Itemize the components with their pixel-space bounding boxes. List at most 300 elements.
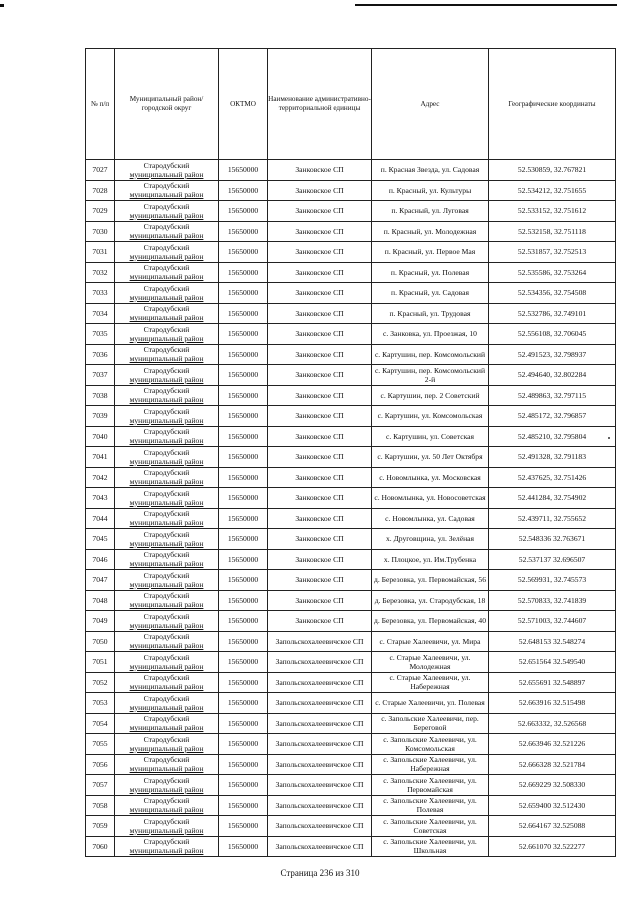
table-row bbox=[86, 734, 616, 755]
municipality-line-1: Стародубский bbox=[143, 734, 190, 744]
cell-num: 7042 bbox=[86, 467, 115, 488]
cell-address: п. Красный, ул. Трудовая bbox=[372, 303, 489, 324]
cell-address: п. Красный, ул. Молодежная bbox=[372, 221, 489, 242]
cell-municipality bbox=[115, 283, 219, 304]
cell-oktmo: 15650000 bbox=[219, 836, 268, 857]
cell-address: х. Друговщина, ул. Зелёная bbox=[372, 529, 489, 550]
municipality-line-1: Стародубский bbox=[143, 365, 190, 375]
cell-municipality bbox=[115, 836, 219, 857]
cell-num: 7057 bbox=[86, 775, 115, 796]
municipality-line-2: муниципальный район bbox=[129, 497, 204, 507]
cell-oktmo: 15650000 bbox=[219, 180, 268, 201]
cell-num: 7040 bbox=[86, 426, 115, 447]
cell-oktmo: 15650000 bbox=[219, 570, 268, 591]
municipality-line-2: муниципальный район bbox=[129, 784, 204, 794]
cell-coords: 52.666328 32.521784 bbox=[489, 754, 616, 775]
cell-address: х. Плоцкое, ул. Им.Трубенка bbox=[372, 549, 489, 570]
cell-municipality bbox=[115, 262, 219, 283]
cell-municipality bbox=[115, 611, 219, 632]
cell-municipality bbox=[115, 693, 219, 714]
cell-oktmo: 15650000 bbox=[219, 426, 268, 447]
col-header-num: № п/п bbox=[86, 49, 115, 160]
municipality-line-2: муниципальный район bbox=[129, 190, 204, 200]
table-row bbox=[86, 180, 616, 201]
cell-address: с. Картушин, ул. Советская bbox=[372, 426, 489, 447]
cell-num: 7041 bbox=[86, 447, 115, 468]
cell-municipality bbox=[115, 529, 219, 550]
cell-coords: 52.571003, 32.744607 bbox=[489, 611, 616, 632]
cell-oktmo: 15650000 bbox=[219, 365, 268, 386]
municipality-line-2: муниципальный район bbox=[129, 333, 204, 343]
municipality-line-2: муниципальный район bbox=[129, 436, 204, 446]
cell-address: с. Картушин, пер. Комсомольский bbox=[372, 344, 489, 365]
cell-municipality bbox=[115, 775, 219, 796]
cell-unit: Занковское СП bbox=[268, 385, 372, 406]
cell-address: с. Старые Халеевичи, ул. Набережная bbox=[372, 672, 489, 693]
cell-municipality bbox=[115, 754, 219, 775]
municipality-line-1: Стародубский bbox=[143, 324, 190, 334]
municipality-line-1: Стародубский bbox=[143, 611, 190, 621]
cell-oktmo: 15650000 bbox=[219, 221, 268, 242]
cell-oktmo: 15650000 bbox=[219, 385, 268, 406]
municipality-line-1: Стародубский bbox=[143, 755, 190, 765]
municipality-line-1: Стародубский bbox=[143, 570, 190, 580]
cell-coords: 52.533152, 32.751612 bbox=[489, 201, 616, 222]
cell-unit: Занковское СП bbox=[268, 467, 372, 488]
cell-unit: Занковское СП bbox=[268, 365, 372, 386]
municipality-line-2: муниципальный район bbox=[129, 518, 204, 528]
cell-municipality bbox=[115, 816, 219, 837]
cell-municipality bbox=[115, 406, 219, 427]
cell-unit: Занковское СП bbox=[268, 324, 372, 345]
cell-oktmo: 15650000 bbox=[219, 447, 268, 468]
cell-oktmo: 15650000 bbox=[219, 406, 268, 427]
cell-address: с. Запольские Халеевичи, ул. Набережная bbox=[372, 754, 489, 775]
scan-mark-left bbox=[0, 4, 4, 7]
municipality-line-2: муниципальный район bbox=[129, 477, 204, 487]
cell-address: с. Запольские Халеевичи, ул. Первомайская bbox=[372, 775, 489, 796]
cell-coords: 52.439711, 32.755652 bbox=[489, 508, 616, 529]
municipality-line-2: муниципальный район bbox=[129, 743, 204, 753]
cell-municipality bbox=[115, 713, 219, 734]
cell-num: 7052 bbox=[86, 672, 115, 693]
cell-coords: 52.489863, 32.797115 bbox=[489, 385, 616, 406]
cell-address: п. Красный, ул. Садовая bbox=[372, 283, 489, 304]
cell-num: 7046 bbox=[86, 549, 115, 570]
municipality-line-1: Стародубский bbox=[143, 591, 190, 601]
table-row bbox=[86, 365, 616, 386]
table-row bbox=[86, 508, 616, 529]
table-body bbox=[86, 160, 616, 857]
cell-num: 7043 bbox=[86, 488, 115, 509]
municipality-line-1: Стародубский bbox=[143, 796, 190, 806]
cell-coords: 52.491328, 32.791183 bbox=[489, 447, 616, 468]
cell-municipality bbox=[115, 570, 219, 591]
cell-unit: Занковское СП bbox=[268, 303, 372, 324]
cell-num: 7028 bbox=[86, 180, 115, 201]
cell-municipality bbox=[115, 426, 219, 447]
cell-unit: Запольскохалеевичское СП bbox=[268, 775, 372, 796]
col-header-oktmo: ОКТМО bbox=[219, 49, 268, 160]
cell-oktmo: 15650000 bbox=[219, 652, 268, 673]
table-row bbox=[86, 385, 616, 406]
municipality-line-2: муниципальный район bbox=[129, 395, 204, 405]
cell-unit: Занковское СП bbox=[268, 426, 372, 447]
scan-edge-marks bbox=[0, 4, 640, 7]
cell-unit: Занковское СП bbox=[268, 201, 372, 222]
cell-coords: 52.437625, 32.751426 bbox=[489, 467, 616, 488]
cell-address: с. Запольские Халеевичи, ул. Школьная bbox=[372, 836, 489, 857]
cell-coords: 52.648153 32.548274 bbox=[489, 631, 616, 652]
cell-municipality bbox=[115, 385, 219, 406]
cell-address: с. Запольские Халеевичи, ул. Комсомольская bbox=[372, 734, 489, 755]
cell-oktmo: 15650000 bbox=[219, 262, 268, 283]
cell-address: д. Березовка, ул. Первомайская, 56 bbox=[372, 570, 489, 591]
municipality-line-2: муниципальный район bbox=[129, 559, 204, 569]
cell-num: 7036 bbox=[86, 344, 115, 365]
municipality-line-1: Стародубский bbox=[143, 304, 190, 314]
col-header-address: Адрес bbox=[372, 49, 489, 160]
municipality-line-1: Стародубский bbox=[143, 427, 190, 437]
cell-municipality bbox=[115, 221, 219, 242]
cell-oktmo: 15650000 bbox=[219, 508, 268, 529]
table-row bbox=[86, 344, 616, 365]
municipality-line-1: Стародубский bbox=[143, 673, 190, 683]
table-row bbox=[86, 693, 616, 714]
cell-unit: Занковское СП bbox=[268, 283, 372, 304]
cell-unit: Запольскохалеевичское СП bbox=[268, 836, 372, 857]
cell-num: 7054 bbox=[86, 713, 115, 734]
table-row bbox=[86, 590, 616, 611]
cell-coords: 52.494640, 32.802284 bbox=[489, 365, 616, 386]
cell-address: с. Старые Халеевичи, ул. Полевая bbox=[372, 693, 489, 714]
municipality-line-1: Стародубский bbox=[143, 488, 190, 498]
cell-municipality bbox=[115, 447, 219, 468]
cell-unit: Запольскохалеевичское СП bbox=[268, 693, 372, 714]
table-row bbox=[86, 221, 616, 242]
municipality-line-1: Стародубский bbox=[143, 652, 190, 662]
cell-oktmo: 15650000 bbox=[219, 467, 268, 488]
table-row bbox=[86, 672, 616, 693]
table-row bbox=[86, 242, 616, 263]
cell-unit: Занковское СП bbox=[268, 611, 372, 632]
municipality-line-1: Стародубский bbox=[143, 468, 190, 478]
cell-coords: 52.534212, 32.751655 bbox=[489, 180, 616, 201]
cell-num: 7034 bbox=[86, 303, 115, 324]
cell-address: с. Картушин, ул. Комсомольская bbox=[372, 406, 489, 427]
cell-num: 7049 bbox=[86, 611, 115, 632]
table-row bbox=[86, 160, 616, 181]
table-row bbox=[86, 201, 616, 222]
municipality-line-2: муниципальный район bbox=[129, 620, 204, 630]
cell-municipality bbox=[115, 160, 219, 181]
municipality-line-2: муниципальный район bbox=[129, 538, 204, 548]
cell-unit: Запольскохалеевичское СП bbox=[268, 652, 372, 673]
municipality-line-1: Стародубский bbox=[143, 550, 190, 560]
cell-oktmo: 15650000 bbox=[219, 795, 268, 816]
municipality-line-1: Стародубский bbox=[143, 201, 190, 211]
cell-unit: Занковское СП bbox=[268, 488, 372, 509]
municipality-line-1: Стародубский bbox=[143, 693, 190, 703]
cell-coords: 52.664167 32.525088 bbox=[489, 816, 616, 837]
cell-unit: Запольскохалеевичское СП bbox=[268, 631, 372, 652]
table-row bbox=[86, 836, 616, 857]
cell-address: с. Новомлынка, ул. Садовая bbox=[372, 508, 489, 529]
cell-coords: 52.537137 32.696507 bbox=[489, 549, 616, 570]
municipality-line-2: муниципальный район bbox=[129, 723, 204, 733]
cell-unit: Занковское СП bbox=[268, 570, 372, 591]
cell-address: д. Березовка, ул. Стародубская, 18 bbox=[372, 590, 489, 611]
cell-num: 7048 bbox=[86, 590, 115, 611]
table-row bbox=[86, 816, 616, 837]
table-row bbox=[86, 652, 616, 673]
cell-coords: 52.491523, 32.798937 bbox=[489, 344, 616, 365]
table-row bbox=[86, 283, 616, 304]
cell-address: с. Картушин, пер. Комсомольский 2-й bbox=[372, 365, 489, 386]
cell-address: с. Новомлынка, ул. Московская bbox=[372, 467, 489, 488]
cell-address: д. Березовка, ул. Первомайская, 40 bbox=[372, 611, 489, 632]
cell-oktmo: 15650000 bbox=[219, 529, 268, 550]
municipality-line-2: муниципальный район bbox=[129, 210, 204, 220]
cell-unit: Запольскохалеевичское СП bbox=[268, 754, 372, 775]
cell-num: 7056 bbox=[86, 754, 115, 775]
cell-municipality bbox=[115, 549, 219, 570]
municipality-line-1: Стародубский bbox=[143, 837, 190, 847]
cell-coords: 52.548336 32.763671 bbox=[489, 529, 616, 550]
cell-address: с. Картушин, ул. 50 Лет Октября bbox=[372, 447, 489, 468]
cell-municipality bbox=[115, 631, 219, 652]
cell-municipality bbox=[115, 488, 219, 509]
cell-municipality bbox=[115, 672, 219, 693]
page-footer: Страница 236 из 310 bbox=[280, 868, 360, 878]
cell-num: 7033 bbox=[86, 283, 115, 304]
municipality-line-1: Стародубский bbox=[143, 775, 190, 785]
cell-coords: 52.663332, 32.526568 bbox=[489, 713, 616, 734]
cell-municipality bbox=[115, 180, 219, 201]
cell-address: с. Запольские Халеевичи, ул. Советская bbox=[372, 816, 489, 837]
municipality-line-2: муниципальный район bbox=[129, 600, 204, 610]
cell-oktmo: 15650000 bbox=[219, 611, 268, 632]
municipality-line-2: муниципальный район bbox=[129, 251, 204, 261]
cell-oktmo: 15650000 bbox=[219, 549, 268, 570]
cell-unit: Запольскохалеевичское СП bbox=[268, 734, 372, 755]
municipality-line-1: Стародубский bbox=[143, 447, 190, 457]
cell-municipality bbox=[115, 508, 219, 529]
table-row bbox=[86, 303, 616, 324]
municipality-line-2: муниципальный район bbox=[129, 231, 204, 241]
cell-address: п. Красный, ул. Полевая bbox=[372, 262, 489, 283]
table-row bbox=[86, 324, 616, 345]
cell-num: 7045 bbox=[86, 529, 115, 550]
cell-address: с. Старые Халеевичи, ул. Мира bbox=[372, 631, 489, 652]
municipality-line-2: муниципальный район bbox=[129, 374, 204, 384]
cell-municipality bbox=[115, 734, 219, 755]
cell-coords: 52.663946 32.521226 bbox=[489, 734, 616, 755]
table-row bbox=[86, 631, 616, 652]
cell-oktmo: 15650000 bbox=[219, 324, 268, 345]
cell-municipality bbox=[115, 652, 219, 673]
cell-coords: 52.659400 32.512430 bbox=[489, 795, 616, 816]
cell-num: 7037 bbox=[86, 365, 115, 386]
cell-address: с. Картушин, пер. 2 Советский bbox=[372, 385, 489, 406]
cell-coords: 52.570833, 32.741839 bbox=[489, 590, 616, 611]
cell-num: 7032 bbox=[86, 262, 115, 283]
municipality-line-1: Стародубский bbox=[143, 160, 190, 170]
col-header-coords: Географические координаты bbox=[489, 49, 616, 160]
cell-municipality bbox=[115, 467, 219, 488]
cell-num: 7027 bbox=[86, 160, 115, 181]
cell-oktmo: 15650000 bbox=[219, 201, 268, 222]
municipality-line-2: муниципальный район bbox=[129, 169, 204, 179]
cell-coords: 52.655691 32.548897 bbox=[489, 672, 616, 693]
municipality-line-1: Стародубский bbox=[143, 632, 190, 642]
municipality-line-2: муниципальный район bbox=[129, 272, 204, 282]
cell-num: 7031 bbox=[86, 242, 115, 263]
cell-address: с. Старые Халеевичи, ул. Молодежная bbox=[372, 652, 489, 673]
cell-coords: 52.569931, 32.745573 bbox=[489, 570, 616, 591]
cell-address: п. Красный, ул. Первое Мая bbox=[372, 242, 489, 263]
municipality-line-1: Стародубский bbox=[143, 509, 190, 519]
cell-oktmo: 15650000 bbox=[219, 590, 268, 611]
municipality-line-2: муниципальный район bbox=[129, 682, 204, 692]
municipality-line-2: муниципальный район bbox=[129, 846, 204, 856]
col-header-municipality: Муниципальный район/городской округ bbox=[115, 49, 219, 160]
cell-address: с. Занковка, ул. Проезжая, 10 bbox=[372, 324, 489, 345]
cell-unit: Занковское СП bbox=[268, 549, 372, 570]
municipality-line-1: Стародубский bbox=[143, 283, 190, 293]
cell-oktmo: 15650000 bbox=[219, 160, 268, 181]
cell-unit: Занковское СП bbox=[268, 447, 372, 468]
cell-address: п. Красный, ул. Культуры bbox=[372, 180, 489, 201]
cell-oktmo: 15650000 bbox=[219, 754, 268, 775]
table-row bbox=[86, 754, 616, 775]
cell-oktmo: 15650000 bbox=[219, 488, 268, 509]
cell-municipality bbox=[115, 201, 219, 222]
table-row bbox=[86, 467, 616, 488]
cell-coords: 52.532158, 32.751118 bbox=[489, 221, 616, 242]
municipality-line-1: Стародубский bbox=[143, 529, 190, 539]
municipality-line-2: муниципальный район bbox=[129, 702, 204, 712]
municipality-line-2: муниципальный район bbox=[129, 456, 204, 466]
cell-num: 7044 bbox=[86, 508, 115, 529]
table-row bbox=[86, 549, 616, 570]
scan-mark-right bbox=[355, 4, 617, 6]
cell-coords: 52.556108, 32.706045 bbox=[489, 324, 616, 345]
table-header-row bbox=[86, 49, 616, 160]
cell-coords: 52.531857, 32.752513 bbox=[489, 242, 616, 263]
cell-oktmo: 15650000 bbox=[219, 344, 268, 365]
cell-coords: 52.532786, 32.749101 bbox=[489, 303, 616, 324]
table-row bbox=[86, 570, 616, 591]
cell-unit: Занковское СП bbox=[268, 590, 372, 611]
cell-unit: Занковское СП bbox=[268, 508, 372, 529]
cell-address: п. Красный, ул. Луговая bbox=[372, 201, 489, 222]
cell-municipality bbox=[115, 324, 219, 345]
cell-unit: Занковское СП bbox=[268, 262, 372, 283]
cell-num: 7051 bbox=[86, 652, 115, 673]
cell-num: 7055 bbox=[86, 734, 115, 755]
cell-coords: 52.663916 32.515498 bbox=[489, 693, 616, 714]
cell-unit: Занковское СП bbox=[268, 242, 372, 263]
table-row bbox=[86, 447, 616, 468]
municipality-line-1: Стародубский bbox=[143, 386, 190, 396]
cell-municipality bbox=[115, 795, 219, 816]
cell-unit: Запольскохалеевичское СП bbox=[268, 816, 372, 837]
municipality-line-2: муниципальный район bbox=[129, 825, 204, 835]
cell-num: 7038 bbox=[86, 385, 115, 406]
municipality-line-1: Стародубский bbox=[143, 714, 190, 724]
cell-oktmo: 15650000 bbox=[219, 631, 268, 652]
cell-address: с. Запольские Халеевичи, ул. Полевая bbox=[372, 795, 489, 816]
table-row bbox=[86, 611, 616, 632]
municipality-line-1: Стародубский bbox=[143, 242, 190, 252]
table-row bbox=[86, 713, 616, 734]
cell-address: с. Запольские Халеевичи, пер. Береговой bbox=[372, 713, 489, 734]
cell-coords: 52.485172, 32.796857 bbox=[489, 406, 616, 427]
cell-unit: Занковское СП bbox=[268, 529, 372, 550]
cell-municipality bbox=[115, 365, 219, 386]
cell-coords: 52.661070 32.522277 bbox=[489, 836, 616, 857]
municipality-line-2: муниципальный район bbox=[129, 805, 204, 815]
cell-num: 7047 bbox=[86, 570, 115, 591]
cell-coords: 52.535586, 32.753264 bbox=[489, 262, 616, 283]
table-row bbox=[86, 406, 616, 427]
cell-coords: 52.530859, 32.767821 bbox=[489, 160, 616, 181]
cell-oktmo: 15650000 bbox=[219, 303, 268, 324]
cell-num: 7050 bbox=[86, 631, 115, 652]
cell-unit: Запольскохалеевичское СП bbox=[268, 713, 372, 734]
cell-oktmo: 15650000 bbox=[219, 283, 268, 304]
municipality-line-1: Стародубский bbox=[143, 345, 190, 355]
table-row bbox=[86, 775, 616, 796]
cell-unit: Занковское СП bbox=[268, 406, 372, 427]
cell-coords: 52.441284, 32.754902 bbox=[489, 488, 616, 509]
cell-num: 7058 bbox=[86, 795, 115, 816]
cell-unit: Занковское СП bbox=[268, 180, 372, 201]
cell-oktmo: 15650000 bbox=[219, 816, 268, 837]
cell-oktmo: 15650000 bbox=[219, 693, 268, 714]
municipality-line-2: муниципальный район bbox=[129, 579, 204, 589]
cell-num: 7029 bbox=[86, 201, 115, 222]
cell-municipality bbox=[115, 303, 219, 324]
municipality-line-2: муниципальный район bbox=[129, 661, 204, 671]
cell-oktmo: 15650000 bbox=[219, 713, 268, 734]
cell-unit: Запольскохалеевичское СП bbox=[268, 672, 372, 693]
cell-num: 7030 bbox=[86, 221, 115, 242]
scan-speck bbox=[608, 437, 610, 439]
cell-coords: 52.534356, 32.754508 bbox=[489, 283, 616, 304]
municipality-line-2: муниципальный район bbox=[129, 292, 204, 302]
cell-num: 7053 bbox=[86, 693, 115, 714]
register-table bbox=[85, 48, 616, 857]
cell-address: п. Красная Звезда, ул. Садовая bbox=[372, 160, 489, 181]
cell-unit: Занковское СП bbox=[268, 344, 372, 365]
cell-coords: 52.669229 32.508330 bbox=[489, 775, 616, 796]
table-row bbox=[86, 488, 616, 509]
municipality-line-2: муниципальный район bbox=[129, 764, 204, 774]
cell-coords: 52.651564 32.549540 bbox=[489, 652, 616, 673]
cell-oktmo: 15650000 bbox=[219, 672, 268, 693]
cell-unit: Запольскохалеевичское СП bbox=[268, 795, 372, 816]
cell-num: 7039 bbox=[86, 406, 115, 427]
table-row bbox=[86, 426, 616, 447]
table-row bbox=[86, 262, 616, 283]
municipality-line-2: муниципальный район bbox=[129, 415, 204, 425]
cell-unit: Занковское СП bbox=[268, 221, 372, 242]
table-row bbox=[86, 795, 616, 816]
municipality-line-2: муниципальный район bbox=[129, 354, 204, 364]
cell-municipality bbox=[115, 590, 219, 611]
